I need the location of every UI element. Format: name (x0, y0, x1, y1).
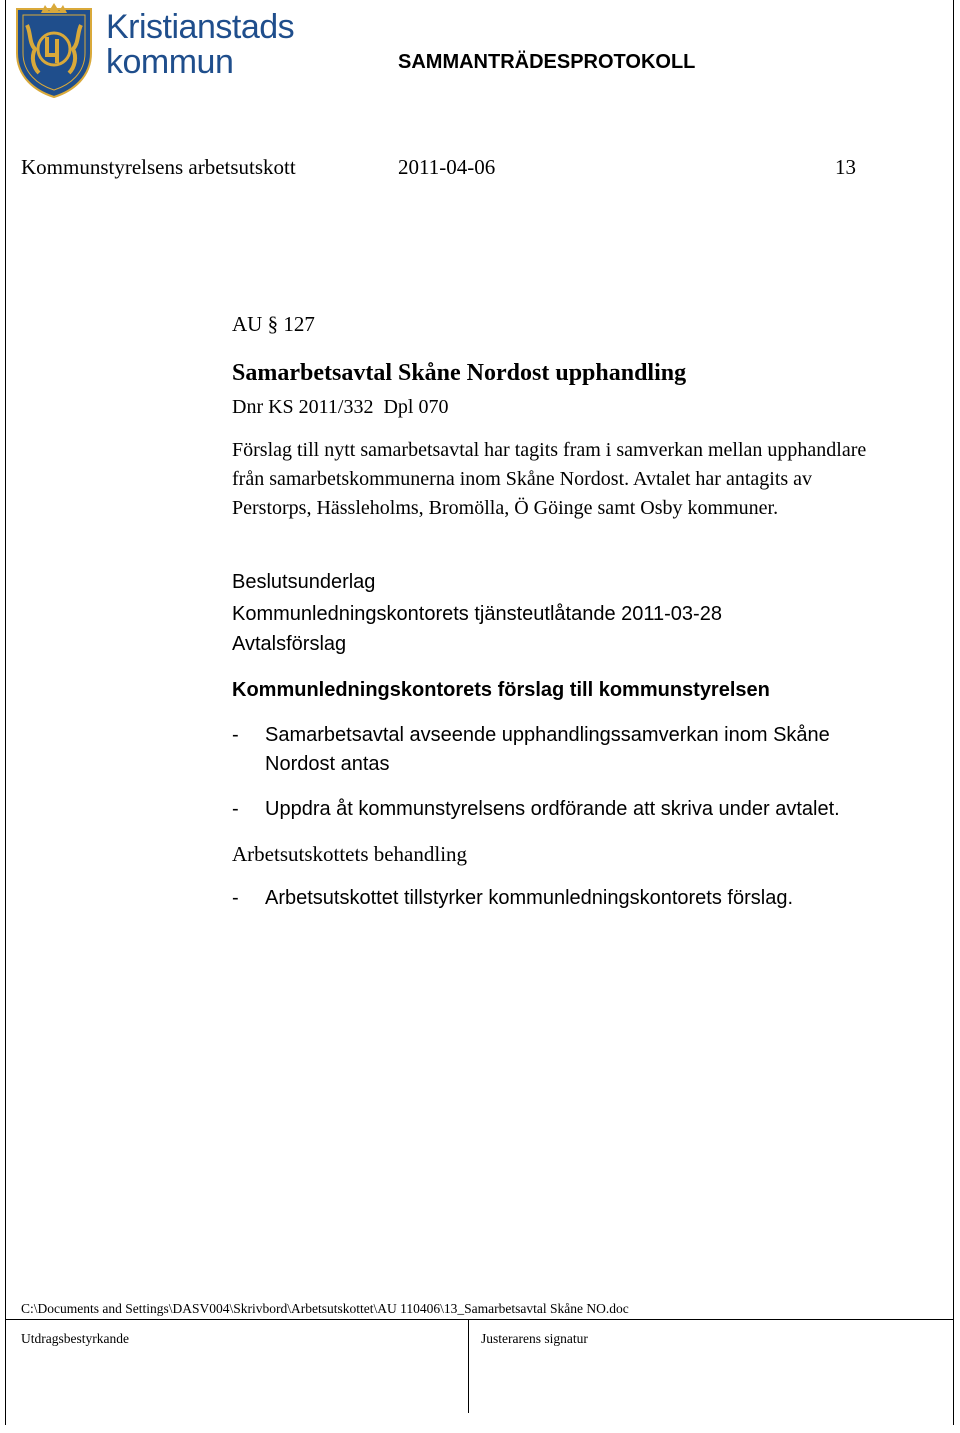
file-path: C:\Documents and Settings\DASV004\Skrivbord\Arbetsutskottet\AU 110406\13_Samarbetsavtal Skåne NO.doc (21, 1301, 629, 1316)
handling-bullet (232, 884, 872, 914)
decision-basis-item: Avtalsförslag (232, 633, 347, 655)
committee-name: Kommunstyrelsens arbetsutskott (21, 155, 296, 179)
decision-basis-item: Kommunledningskontorets tjänsteutlåtande 2011-03-28 (232, 603, 722, 625)
item-body-text: Förslag till nytt samarbetsavtal har tagits fram i samverkan mellan upphandlare från samarbetskommunerna inom Skåne Nordost. Avtalet har antagits av Perstorps, Hässleholms, Bromölla, Ö Göinge samt Osby kommuner. (232, 439, 867, 519)
brand-name-line2: kommun (106, 43, 234, 81)
handling-heading: Arbetsutskottets behandling (232, 842, 468, 866)
crest-icon (13, 3, 95, 99)
bullet-dash: - (232, 887, 239, 909)
bullet-dash: - (232, 724, 239, 746)
section-number: AU § 127 (232, 312, 315, 336)
bullet-text: Arbetsutskottet tillstyrker kommunledningskontorets förslag. (265, 887, 793, 909)
footer-divider (5, 1319, 954, 1320)
proposal-heading: Kommunledningskontorets förslag till kommunstyrelsen (232, 679, 770, 701)
page-left-border (5, 0, 6, 1425)
extract-certification-label: Utdragsbestyrkande (21, 1331, 129, 1346)
bullet-text: Uppdra åt kommunstyrelsens ordförande att skriva under avtalet. (265, 798, 840, 820)
protocol-title: SAMMANTRÄDESPROTOKOLL (398, 51, 696, 73)
signature-divider (468, 1319, 469, 1413)
decision-basis-heading: Beslutsunderlag (232, 571, 376, 593)
page-number: 13 (835, 155, 856, 179)
coat-of-arms-logo (13, 3, 95, 99)
bullet-dash: - (232, 798, 239, 820)
proposal-bullet (232, 721, 872, 781)
proposal-bullet (232, 795, 872, 825)
bullet-text: Samarbetsavtal avseende upphandlingssamverkan inom Skåne Nordost antas (265, 724, 830, 775)
brand-name-line1: Kristianstads (106, 8, 295, 46)
page-right-border (953, 0, 954, 1425)
reference-number: Dnr KS 2011/332 Dpl 070 (232, 396, 449, 418)
meeting-date: 2011-04-06 (398, 155, 496, 179)
adjuster-signature-label: Justerarens signatur (481, 1331, 588, 1346)
item-title: Samarbetsavtal Skåne Nordost upphandling (232, 360, 687, 386)
